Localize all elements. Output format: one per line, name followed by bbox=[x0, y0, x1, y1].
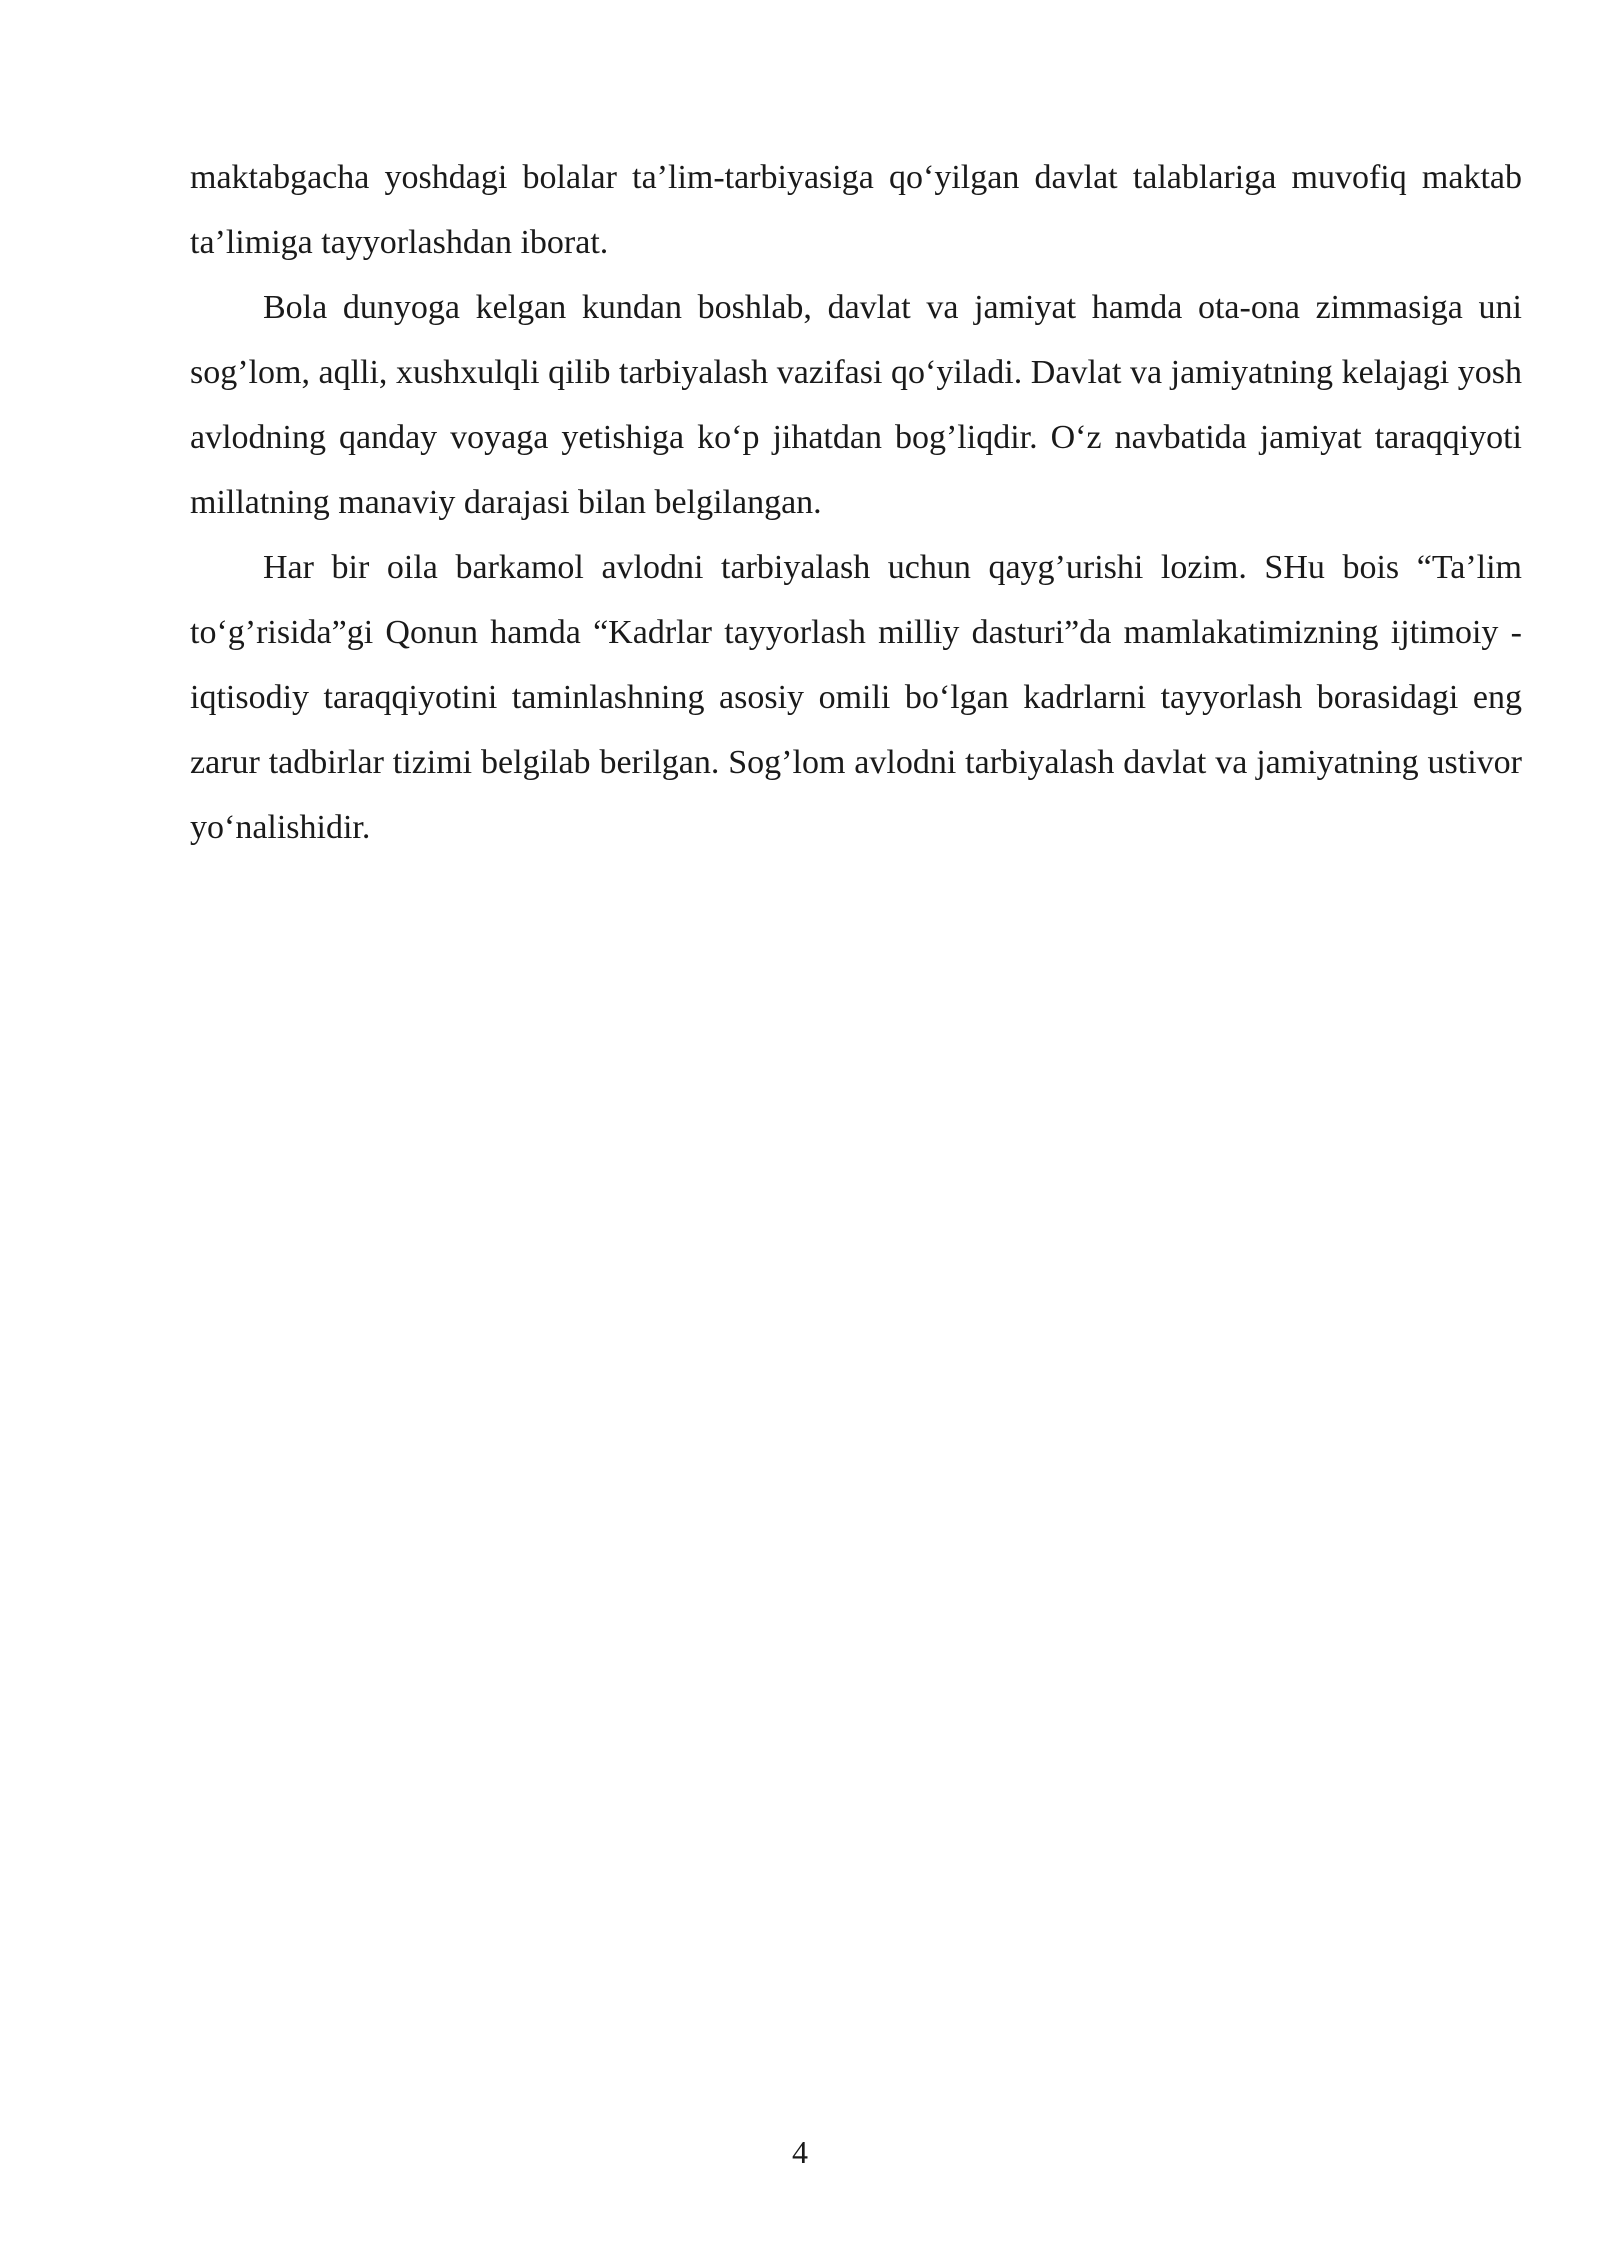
paragraph: Har bir oila barkamol avlodni tarbiyalash uchun qayg’urishi lozim. SHu bois “Ta’lim to‘g’risida”gi Qonun hamda “Kadrlar tayyorlash milliy dasturi”da mamlakatimizning ijtimoiy - iqtisodiy taraqqiyotini taminlashning asosiy omili bo‘lgan kadrlarni tayyorlash borasidagi eng zarur tadbirlar tizimi belgilab berilgan. Sog’lom avlodni tarbiyalash davlat va jamiyatning ustivor yo‘nalishidir. bbox=[190, 549, 1522, 846]
paragraph-continuation: maktabgacha yoshdagi bolalar ta’lim-tarbiyasiga qo‘yilgan davlat talablariga muvofiq maktab ta’limiga tayyorlashdan iborat. bbox=[190, 159, 1522, 261]
body-text bbox=[190, 145, 1522, 860]
page-number: 4 bbox=[792, 2134, 808, 2170]
paragraph: Bola dunyoga kelgan kundan boshlab, davlat va jamiyat hamda ota-ona zimmasiga uni sog’lom, aqlli, xushxulqli qilib tarbiyalash vazifasi qo‘yiladi. Davlat va jamiyatning kelajagi yosh avlodning qanday voyaga yetishiga ko‘p jihatdan bog’liqdir. O‘z navbatida jamiyat taraqqiyoti millatning manaviy darajasi bilan belgilangan. bbox=[190, 289, 1522, 521]
